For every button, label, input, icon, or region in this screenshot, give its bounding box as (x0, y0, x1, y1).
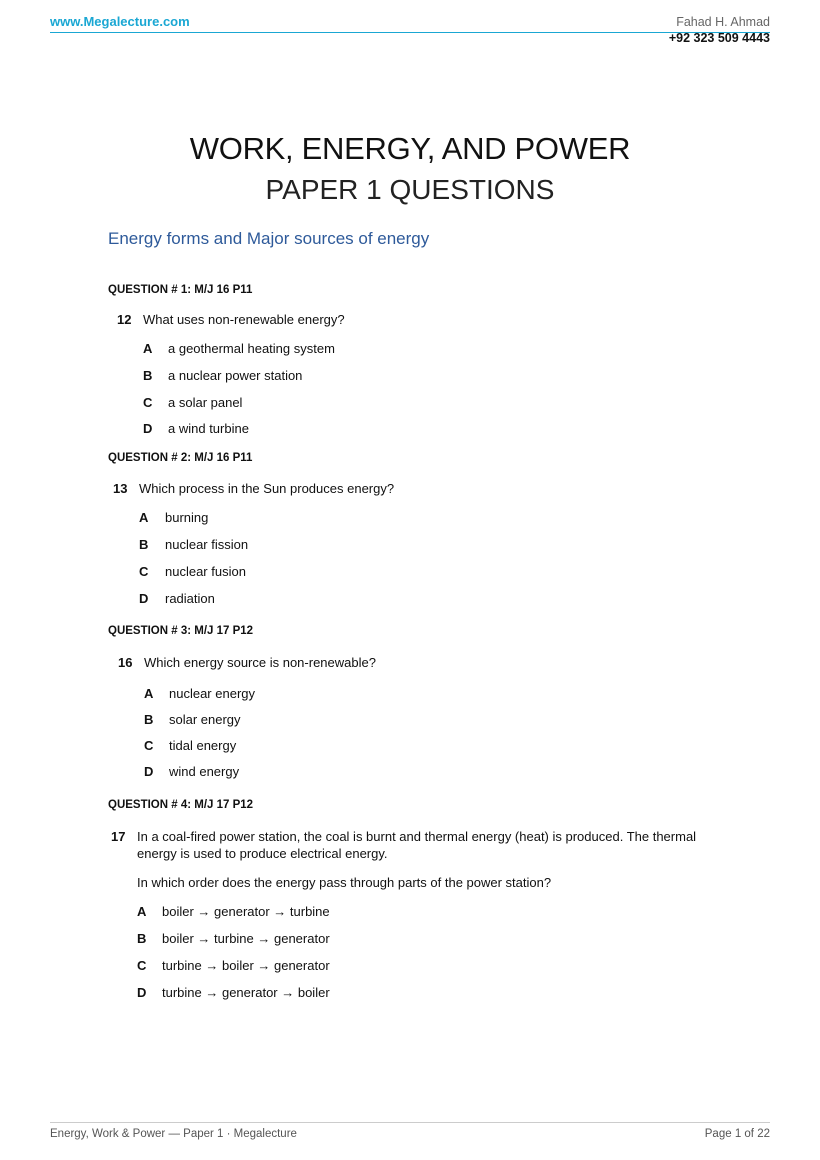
question-text: In which order does the energy pass through parts of the power station? (137, 875, 552, 890)
page-number: Page 1 of 22 (704, 1128, 770, 1140)
author-block (669, 14, 770, 46)
option-text: tidal energy (169, 738, 237, 753)
question-heading: QUESTION # 2: M/J 16 P11 (108, 452, 253, 464)
question-heading: QUESTION # 3: M/J 17 P12 (108, 625, 254, 637)
option-text: boiler → generator → turbine (162, 904, 330, 919)
option-text: nuclear fission (165, 537, 249, 552)
option-text: boiler → turbine → generator (162, 931, 330, 946)
option-text: a nuclear power station (168, 368, 303, 383)
option-letter: C (143, 395, 153, 410)
footer-divider (50, 1122, 770, 1123)
question-text: In a coal-fired power station, the coal is burnt and thermal energy (heat) is produced. The thermal energy is used to produce electrical energy. (137, 829, 697, 861)
option-text: radiation (165, 591, 215, 606)
footer-text: Energy, Work & Power — Paper 1 · Megalecture (50, 1128, 297, 1140)
question-text: What uses non-renewable energy? (143, 312, 345, 327)
page-title: WORK, ENERGY, AND POWER (189, 131, 631, 166)
option-letter: D (144, 764, 154, 779)
option-letter: C (139, 564, 149, 579)
section-heading: Energy forms and Major sources of energy (108, 229, 430, 248)
page-subtitle: PAPER 1 QUESTIONS (265, 174, 555, 205)
option-text: wind energy (169, 764, 240, 779)
question-text: Which process in the Sun produces energy? (139, 481, 395, 496)
option-text: a wind turbine (168, 421, 249, 436)
option-text: turbine → boiler → generator (162, 958, 330, 973)
site-link[interactable]: www.Megalecture.com (50, 14, 190, 29)
option-letter: D (137, 985, 147, 1000)
option-letter: D (143, 421, 153, 436)
question-text: Which energy source is non-renewable? (144, 655, 376, 670)
option-letter: B (137, 931, 147, 946)
question-number: 12 (117, 312, 132, 327)
author-name: Fahad H. Ahmad (676, 15, 770, 29)
option-letter: A (143, 341, 153, 356)
option-letter: D (139, 591, 149, 606)
author-phone: +92 323 509 4443 (668, 31, 770, 45)
option-text: nuclear energy (169, 686, 255, 701)
question-heading: QUESTION # 4: M/J 17 P12 (108, 799, 254, 811)
option-text: burning (165, 510, 209, 525)
option-text: a solar panel (168, 395, 243, 410)
question-heading: QUESTION # 1: M/J 16 P11 (108, 284, 253, 296)
option-letter: C (144, 738, 154, 753)
option-letter: A (137, 904, 147, 919)
option-text: a geothermal heating system (168, 341, 335, 356)
option-letter: A (144, 686, 154, 701)
option-letter: B (139, 537, 149, 552)
option-text: solar energy (169, 712, 241, 727)
option-letter: B (143, 368, 153, 383)
option-text: nuclear fusion (165, 564, 246, 579)
header-divider (50, 32, 770, 33)
question-number: 13 (113, 481, 128, 496)
option-letter: B (144, 712, 154, 727)
option-text: turbine → generator → boiler (162, 985, 330, 1000)
question-number: 17 (111, 829, 126, 844)
question-number: 16 (118, 655, 133, 670)
option-letter: C (137, 958, 147, 973)
option-letter: A (139, 510, 149, 525)
